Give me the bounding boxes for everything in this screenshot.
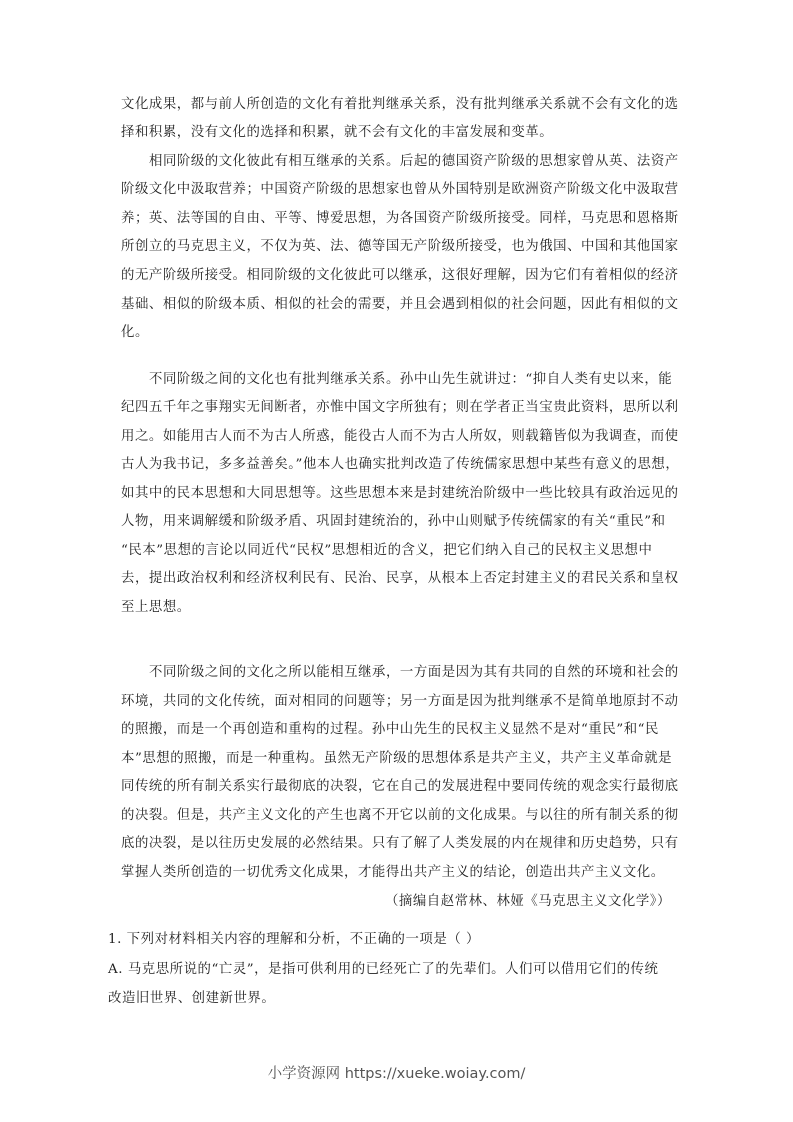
paragraph-line: 纪四五千年之事翔实无间断者，亦惟中国文字所独有；则在学者正当宝贵此资料，思所以利 <box>121 400 679 415</box>
paragraph-line: 的照搬，而是一个再创造和重构的过程。孙中山先生的民权主义显然不是对“重民”和“民 <box>121 722 659 737</box>
paragraph-line: 化。 <box>121 325 149 340</box>
paragraph-line: 阶级文化中汲取营养；中国资产阶级的思想家也曾从外国特别是欧洲资产阶级文化中汲取营 <box>121 182 679 197</box>
footer-watermark: 小学资源网 https://xueke.woiay.com/ <box>267 1066 526 1082</box>
paragraph-line: 人物，用来调解缓和阶级矛盾、巩固封建统治的，孙中山则赋予传统儒家的有关“重民”和 <box>121 514 666 529</box>
source-citation: （摘编自赵常林、林娅《马克思主义文化学》） <box>384 894 671 909</box>
paragraph-first-line: 不同阶级之间的文化也有批判继承关系。孙中山先生就讲过：“抑自人类有史以来，能 <box>149 372 673 387</box>
paragraph-line: 的决裂。但是，共产主义文化的产生也离不开它以前的文化成果。与以往的所有制关系的彻 <box>121 808 679 823</box>
paragraph-line: 所创立的马克思主义，不仅为英、法、德等国无产阶级所接受，也为俄国、中国和其他国家 <box>121 239 679 254</box>
paragraph-line: 择和积累，没有文化的选择和积累，就不会有文化的丰富发展和变革。 <box>121 125 554 140</box>
paragraph-line: 同传统的所有制关系实行最彻底的决裂，它在自己的发展进程中要同传统的观念实行最彻底 <box>121 779 679 794</box>
paragraph-line: 古人为我书记，多多益善矣。”他本人也确实批判改造了传统儒家思想中某些有意义的思想， <box>121 457 680 472</box>
question-option-a: A. 马克思所说的“亡灵”，是指可供利用的已经死亡了的先辈们。人们可以借用它们的传统 <box>108 962 659 977</box>
question-option-a: 改造旧世界、创建新世界。 <box>108 991 276 1006</box>
paragraph-line: 至上思想。 <box>121 600 191 615</box>
paragraph-first-line: 不同阶级之间的文化之所以能相互继承，一方面是因为其有共同的自然的环境和社会的 <box>149 665 679 680</box>
paragraph-line: 用之。如能用古人而不为古人所惑，能役古人而不为古人所奴，则载籍皆似为我调查，而使 <box>121 429 679 444</box>
paragraph-line: “民本”思想的言论以同近代“民权”思想相近的含义，把它们纳入自己的民权主义思想中 <box>121 543 653 558</box>
question-stem: 1. 下列对材料相关内容的理解和分析，不正确的一项是（ ） <box>108 932 481 947</box>
paragraph-line: 环境，共同的文化传统，面对相同的问题等；另一方面是因为批判继承不是简单地原封不动 <box>121 694 679 709</box>
paragraph-line: 养；英、法等国的自由、平等、博爱思想，为各国资产阶级所接受。同样，马克思和恩格斯 <box>121 211 679 226</box>
paragraph-line: 基础、相似的阶级本质、相似的社会的需要，并且会遇到相似的社会问题，因此有相似的文 <box>121 297 679 312</box>
paragraph-line: 底的决裂，是以往历史发展的必然结果。只有了解了人类发展的内在规律和历史趋势，只有 <box>121 836 679 851</box>
paragraph-line: 如其中的民本思想和大同思想等。这些思想本来是封建统治阶级中一些比较具有政治远见的 <box>121 486 679 501</box>
paragraph-line: 去，提出政治权利和经济权利民有、民治、民享，从根本上否定封建主义的君民关系和皇权 <box>121 571 679 586</box>
paragraph-line: 的无产阶级所接受。相同阶级的文化彼此可以继承，这很好理解，因为它们有着相似的经济 <box>121 268 679 283</box>
paragraph-line: 掌握人类所创造的一切优秀文化成果，才能得出共产主义的结论，创造出共产主义文化。 <box>121 865 665 880</box>
paragraph-first-line: 相同阶级的文化彼此有相互继承的关系。后起的德国资产阶级的思想家曾从英、法资产 <box>149 154 679 169</box>
paragraph-line: 本”思想的照搬，而是一种重构。虽然无产阶级的思想体系是共产主义，共产主义革命就是 <box>121 751 673 766</box>
paragraph-line: 文化成果，都与前人所创造的文化有着批判继承关系，没有批判继承关系就不会有文化的选 <box>121 97 679 112</box>
